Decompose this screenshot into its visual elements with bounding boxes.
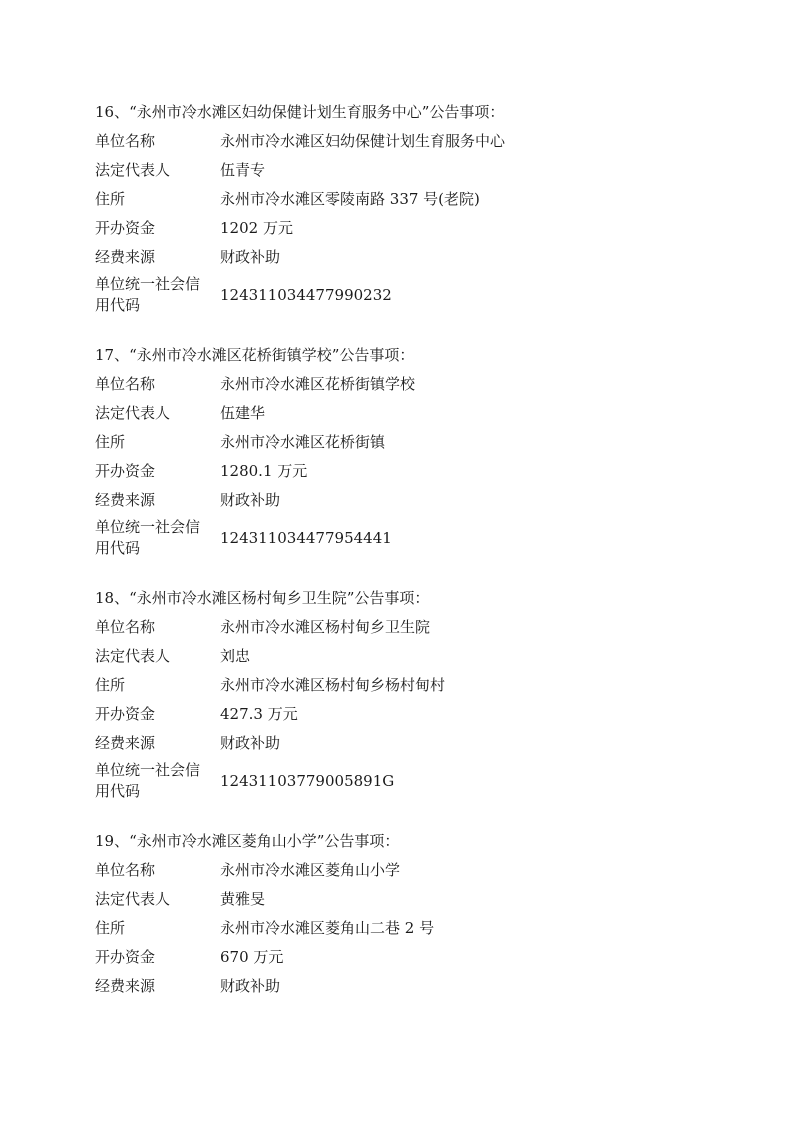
field-label: 法定代表人 [95, 161, 171, 179]
row-credit-code [95, 759, 715, 803]
field-label: 开办资金 [95, 462, 156, 480]
row-unit-name [95, 613, 715, 642]
field-label: 经费来源 [95, 491, 156, 509]
field-label: 单位统一社会信用代码 [95, 761, 201, 800]
section-title: 17、“永州市冷水滩区花桥街镇学校”公告事项： [95, 346, 415, 364]
field-value: 刘忠 [220, 647, 251, 665]
row-capital [95, 700, 715, 729]
field-value: 永州市冷水滩区杨村甸乡杨村甸村 [220, 676, 446, 694]
field-label: 单位名称 [95, 132, 156, 150]
field-label: 法定代表人 [95, 647, 171, 665]
field-value: 670 万元 [220, 948, 284, 966]
field-value: 1280.1 万元 [220, 462, 308, 480]
field-label: 住所 [95, 190, 126, 208]
field-value: 财政补助 [220, 977, 281, 995]
notice-section-18 [95, 584, 715, 803]
field-value: 12431103779005891G [220, 771, 395, 790]
row-funding-source [95, 486, 715, 515]
field-value: 永州市冷水滩区菱角山小学 [220, 861, 401, 879]
field-value: 财政补助 [220, 248, 281, 266]
field-value: 永州市冷水滩区花桥街镇 [220, 433, 386, 451]
row-legal-representative [95, 885, 715, 914]
field-value: 黄雅旻 [220, 890, 266, 908]
field-value: 伍建华 [220, 404, 266, 422]
field-label: 单位名称 [95, 861, 156, 879]
row-capital [95, 214, 715, 243]
field-label: 单位名称 [95, 375, 156, 393]
row-legal-representative [95, 399, 715, 428]
row-unit-name [95, 127, 715, 156]
field-value: 永州市冷水滩区花桥街镇学校 [220, 375, 416, 393]
field-label: 经费来源 [95, 734, 156, 752]
row-funding-source [95, 729, 715, 758]
field-label: 住所 [95, 433, 126, 451]
row-address [95, 671, 715, 700]
field-label: 单位统一社会信用代码 [95, 275, 201, 314]
section-title: 18、“永州市冷水滩区杨村甸乡卫生院”公告事项： [95, 589, 430, 607]
field-value: 永州市冷水滩区零陵南路 337 号(老院) [220, 190, 480, 208]
row-funding-source [95, 243, 715, 272]
row-capital [95, 943, 715, 972]
field-label: 住所 [95, 919, 126, 937]
section-title: 16、“永州市冷水滩区妇幼保健计划生育服务中心”公告事项： [95, 103, 505, 121]
field-value: 财政补助 [220, 491, 281, 509]
row-unit-name [95, 370, 715, 399]
row-address [95, 428, 715, 457]
field-label: 单位统一社会信用代码 [95, 518, 201, 557]
field-label: 开办资金 [95, 705, 156, 723]
field-label: 开办资金 [95, 219, 156, 237]
field-value: 124311034477954441 [220, 528, 392, 547]
notice-section-17 [95, 341, 715, 560]
row-legal-representative [95, 156, 715, 185]
section-title: 19、“永州市冷水滩区菱角山小学”公告事项： [95, 832, 400, 850]
field-label: 经费来源 [95, 248, 156, 266]
field-value: 财政补助 [220, 734, 281, 752]
field-value: 永州市冷水滩区菱角山二巷 2 号 [220, 919, 435, 937]
field-value: 1202 万元 [220, 219, 293, 237]
field-value: 124311034477990232 [220, 285, 392, 304]
row-credit-code [95, 273, 715, 317]
field-label: 法定代表人 [95, 890, 171, 908]
notice-section-19 [95, 827, 715, 1001]
field-label: 单位名称 [95, 618, 156, 636]
field-label: 住所 [95, 676, 126, 694]
notice-section-16 [95, 98, 715, 317]
row-address [95, 185, 715, 214]
field-label: 开办资金 [95, 948, 156, 966]
field-value: 伍青专 [220, 161, 266, 179]
row-capital [95, 457, 715, 486]
field-label: 经费来源 [95, 977, 156, 995]
row-legal-representative [95, 642, 715, 671]
row-unit-name [95, 856, 715, 885]
field-label: 法定代表人 [95, 404, 171, 422]
field-value: 427.3 万元 [220, 705, 298, 723]
row-funding-source [95, 972, 715, 1001]
row-address [95, 914, 715, 943]
field-value: 永州市冷水滩区杨村甸乡卫生院 [220, 618, 431, 636]
row-credit-code [95, 516, 715, 560]
field-value: 永州市冷水滩区妇幼保健计划生育服务中心 [220, 132, 506, 150]
